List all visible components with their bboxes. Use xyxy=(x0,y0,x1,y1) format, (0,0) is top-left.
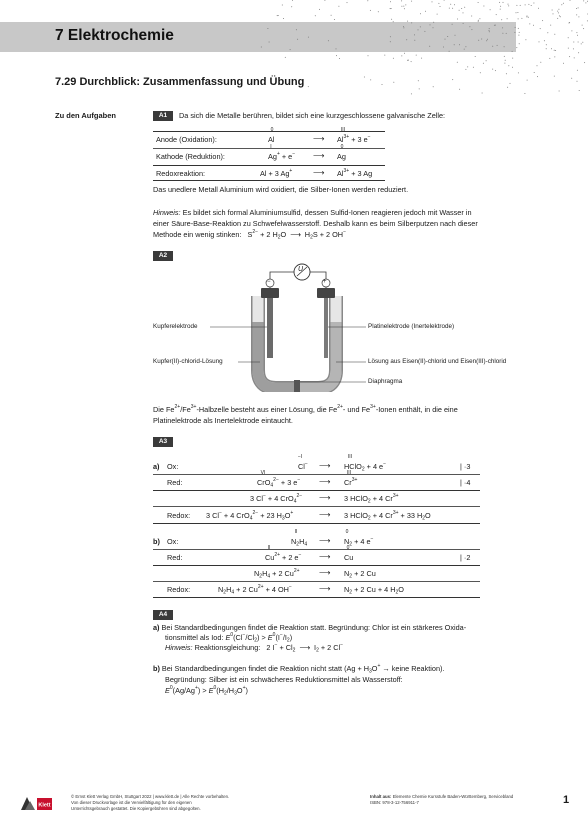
a3a-ox-lhs: Cl− xyxy=(298,461,308,471)
a1-redox-label: Redoxreaktion: xyxy=(156,169,206,178)
a3a-ox-label: Ox: xyxy=(167,462,179,471)
voltmeter-label: U xyxy=(298,266,304,273)
reaction-arrow: ⟶ xyxy=(319,568,331,577)
task-tag-a2: A2 xyxy=(153,251,173,261)
a3b-sum-rhs: $N_2 + 2$ Cu xyxy=(344,569,376,580)
a4a-hint-label: Hinweis: xyxy=(165,643,193,652)
a3a-red-lhs: CrO$_4^{2-}$ + 3 e− xyxy=(257,477,301,489)
a4a-line2: tionsmittel als Iod: $E^0(Cl^-/Cl_2) > E^0(I^-/I_2)$ xyxy=(165,632,293,644)
a3b-red-lhs: $Cu^{2+} + 2$ e− xyxy=(265,552,302,562)
diaphragm-label: Diaphragma xyxy=(368,378,403,385)
a1-table-sep xyxy=(153,165,385,166)
a3b-ox-label: Ox: xyxy=(167,537,179,546)
a4a-text2: tionsmittel als Iod: xyxy=(165,633,224,642)
ox-number: II xyxy=(267,545,271,551)
electrochemical-cell-diagram xyxy=(150,262,510,392)
source-label: Inhalt aus: xyxy=(370,794,392,799)
source-line xyxy=(370,794,513,799)
a3b-label: b) xyxy=(153,537,160,546)
a1-redox-lhs: Al + 3 Ag+ xyxy=(260,168,293,178)
a3-sep xyxy=(153,474,480,475)
a3b-ox-rhs: $N_2 + 4$ e− xyxy=(344,536,374,548)
reaction-arrow: ⟶ xyxy=(319,510,331,519)
isbn: ISBN: 978-3-12-756911-7 xyxy=(370,800,419,805)
a4b-line3: $E^0(Ag/Ag^+) > E^0(H_2/H_3O^+)$ xyxy=(165,685,248,697)
platinum-electrode-label: Platinelektrode (Inertelektrode) xyxy=(368,323,455,330)
ox-number: −I xyxy=(297,454,303,460)
a1-anode-lhs: Al xyxy=(268,135,275,144)
task-tag-a4: A4 xyxy=(153,610,173,620)
reaction-arrow: ⟶ xyxy=(319,461,331,470)
a3a-sum-lhs: 3 Cl− + 4 CrO$_4^{2-}$ xyxy=(250,493,303,505)
a3a-redox-rhs: 3 HClO$_2$ + 4 $Cr^{3+} + 33$ $H_2O$ xyxy=(344,510,431,522)
a1-hint-text1: Es bildet sich formal Aluminiumsulfid, dessen Sulfid-Ionen reagieren jedoch mit Wasser in xyxy=(180,208,472,217)
a3-sep xyxy=(153,597,480,598)
a1-cathode-label: Kathode (Reduktion): xyxy=(156,152,225,161)
a1-redox-rhs: $Al^{3+} + 3$ Ag xyxy=(337,168,373,178)
a1-table-bottom xyxy=(153,180,385,181)
side-label: Zu den Aufgaben xyxy=(55,111,116,120)
a1-cathode-rhs: Ag xyxy=(337,152,346,161)
a3-sep xyxy=(153,506,480,507)
task-tag-a1: A1 xyxy=(153,111,173,121)
reaction-arrow: ⟶ xyxy=(319,477,331,486)
reaction-arrow: ⟶ xyxy=(319,536,331,545)
a2-text-line2: Platinelektrode als Inertelektrode eintaucht. xyxy=(153,416,293,425)
reaction-arrow: ⟶ xyxy=(313,168,325,177)
reaction-arrow: ⟶ xyxy=(319,584,331,593)
platinum-electrode-icon xyxy=(324,298,328,358)
a3a-red-label: Red: xyxy=(167,478,183,487)
a3-sep xyxy=(153,549,480,550)
a3b-ox-lhs: $N_2H_4$ xyxy=(291,537,308,548)
a1-hint-line3: Methode ein wenig stinken: $S^{2-} + 2$ $H_2O$ ⟶ $H_2S + 2$ OH− xyxy=(153,229,346,241)
a3-sep xyxy=(153,523,480,524)
a3b-redox-lhs: $N_2H_4 + 2$ $Cu^{2+} + 4$ OH− xyxy=(218,584,292,596)
reaction-arrow: ⟶ xyxy=(319,552,331,561)
a3-sep xyxy=(153,581,480,582)
minus-label: − xyxy=(267,279,271,285)
ox-number: II xyxy=(294,529,298,535)
a3b-sum-lhs: $N_2H_4 + 2$ $Cu^{2+}$ xyxy=(254,568,300,580)
a3a-sum-rhs: 3 HClO$_2$ + 4 $Cr^{3+}$ xyxy=(344,493,399,505)
a3a-red-rhs: $Cr^{3+}$ xyxy=(344,477,358,487)
a3a-label: a) xyxy=(153,462,160,471)
a4b-label: b) xyxy=(153,664,160,673)
ox-number: 0 xyxy=(345,529,349,535)
a3a-ox-rhs: HClO$_2$ + 4 e− xyxy=(344,461,387,473)
a3a-redox-label: Redox: xyxy=(167,511,191,520)
copper-solution-label: Kupfer(II)-chlorid-Lösung xyxy=(153,358,223,365)
ox-number: VI xyxy=(260,470,266,476)
a2-text-part: -Halbzelle besteht aus einer Lösung, die Fe xyxy=(196,405,338,414)
ox-number: 0 xyxy=(270,127,274,133)
diaphragm-icon xyxy=(294,380,300,392)
a2-text-part: -Ionen enthält, in die eine xyxy=(375,405,458,414)
a4a-text1: Bei Standardbedingungen findet die Reaktion statt. Begründung: Chlor ist ein stärkeres Oxida- xyxy=(161,623,467,632)
a3a-ox-mult: | ·3 xyxy=(460,462,471,471)
a2-text-line1: Die $Fe^{2+}/Fe^{3+}$-Halbzelle besteht aus einer Lösung, die $Fe^{2+}-$ und $Fe^{3+}$-Ionen enthält, in die eine xyxy=(153,404,458,414)
a2-text-part: Die Fe xyxy=(153,405,175,414)
task-tag-a3: A3 xyxy=(153,437,173,447)
a1-cathode-lhs: Ag+ + e− xyxy=(268,151,296,161)
ox-number: III xyxy=(340,127,346,133)
a3b-red-mult: | ·2 xyxy=(460,553,471,562)
a4b-line2: Begründung: Silber ist ein schwächeres Reduktionsmittel als Wasserstoff: xyxy=(165,675,403,684)
a1-hint-line1 xyxy=(153,208,472,218)
a1-anode-rhs: $Al^{3+} + 3$ e− xyxy=(337,134,371,144)
plus-label: + xyxy=(323,279,327,285)
ox-number: I xyxy=(270,144,272,150)
a3b-red-rhs: Cu xyxy=(344,553,354,562)
section-title: 7.29 Durchblick: Zusammenfassung und Übung xyxy=(55,76,305,88)
page-number: 1 xyxy=(563,794,570,806)
a1-conclusion: Das unedlere Metall Aluminium wird oxidiert, die Silber-Ionen werden reduziert. xyxy=(153,185,409,194)
a4b-text1: Bei Standardbedingungen findet die Reaktion nicht statt (Ag + H xyxy=(161,664,370,673)
a4b-line1: b) Bei Standardbedingungen findet die Reaktion nicht statt ($Ag + H_3O^+$ → keine Reaktion). xyxy=(153,663,445,675)
hint-label: Hinweis: xyxy=(153,208,181,217)
ox-number: 0 xyxy=(346,545,350,551)
a3a-red-mult: | ·4 xyxy=(460,478,471,487)
a1-hint-line2: einer Säure-Base-Reaktion zu Schwefelwasserstoff. Deshalb kann es beim Silberputzen nach dieser xyxy=(153,219,478,228)
a1-hint-text3: Methode ein wenig stinken: xyxy=(153,230,242,239)
a3b-red-label: Red: xyxy=(167,553,183,562)
copyright-line1: © Ernst Klett Verlag GmbH, Stuttgart 2022 | www.klett.de | Alle Rechte vorbehalten. xyxy=(71,794,230,799)
reaction-arrow: ⟶ xyxy=(319,493,331,502)
iron-solution-label: Lösung aus Eisen(II)-chlorid und Eisen(III)-chlorid xyxy=(368,358,507,365)
a3b-redox-rhs: $N_2 + 2$ Cu + 4 $H_2O$ xyxy=(344,585,404,596)
ox-number: III xyxy=(347,454,353,460)
chapter-title: 7 Elektrochemie xyxy=(55,27,174,44)
source-text: Elemente Chemie Kursstufe Baden-Württemberg, Servicebland xyxy=(391,794,514,799)
ox-number: 0 xyxy=(340,144,344,150)
a3a-redox-lhs: 3 Cl− + 4 CrO$_4^{2-}$ + 23 $H_3O^+$ xyxy=(206,510,294,522)
a3-sep xyxy=(153,490,480,491)
a4a-label: a) xyxy=(153,623,160,632)
copyright-line2: Von dieser Druckvorlage ist die Vervielfältigung für den eigenen xyxy=(71,800,192,805)
a4a-hint-text: Reaktionsgleichung: xyxy=(192,643,261,652)
a2-text-part: - und Fe xyxy=(342,405,371,414)
ox-number: III xyxy=(346,470,352,476)
copper-electrode-label: Kupferelektrode xyxy=(153,323,198,330)
reaction-arrow: ⟶ xyxy=(313,134,325,143)
klett-logo xyxy=(19,794,53,812)
logo-text: Klett xyxy=(38,802,51,809)
copper-electrode-icon xyxy=(267,298,273,358)
a1-intro: Da sich die Metalle berühren, bildet sich eine kurzgeschlossene galvanische Zelle: xyxy=(179,111,446,120)
a4a-line3: Hinweis: Reaktionsgleichung: 2 $I^- + Cl_2$ ⟶ $I_2 + 2$ Cl− xyxy=(165,642,344,654)
copyright-line3: Unterrichtsgebrauch gestattet. Die Kopiergebühren sind abgegolten. xyxy=(71,806,201,811)
a4b-text1b: → keine Reaktion). xyxy=(380,664,445,673)
a1-anode-label: Anode (Oxidation): xyxy=(156,135,217,144)
a3-sep xyxy=(153,565,480,566)
a4a-line1 xyxy=(153,623,466,633)
a3b-redox-label: Redox: xyxy=(167,585,191,594)
reaction-arrow: ⟶ xyxy=(313,151,325,160)
